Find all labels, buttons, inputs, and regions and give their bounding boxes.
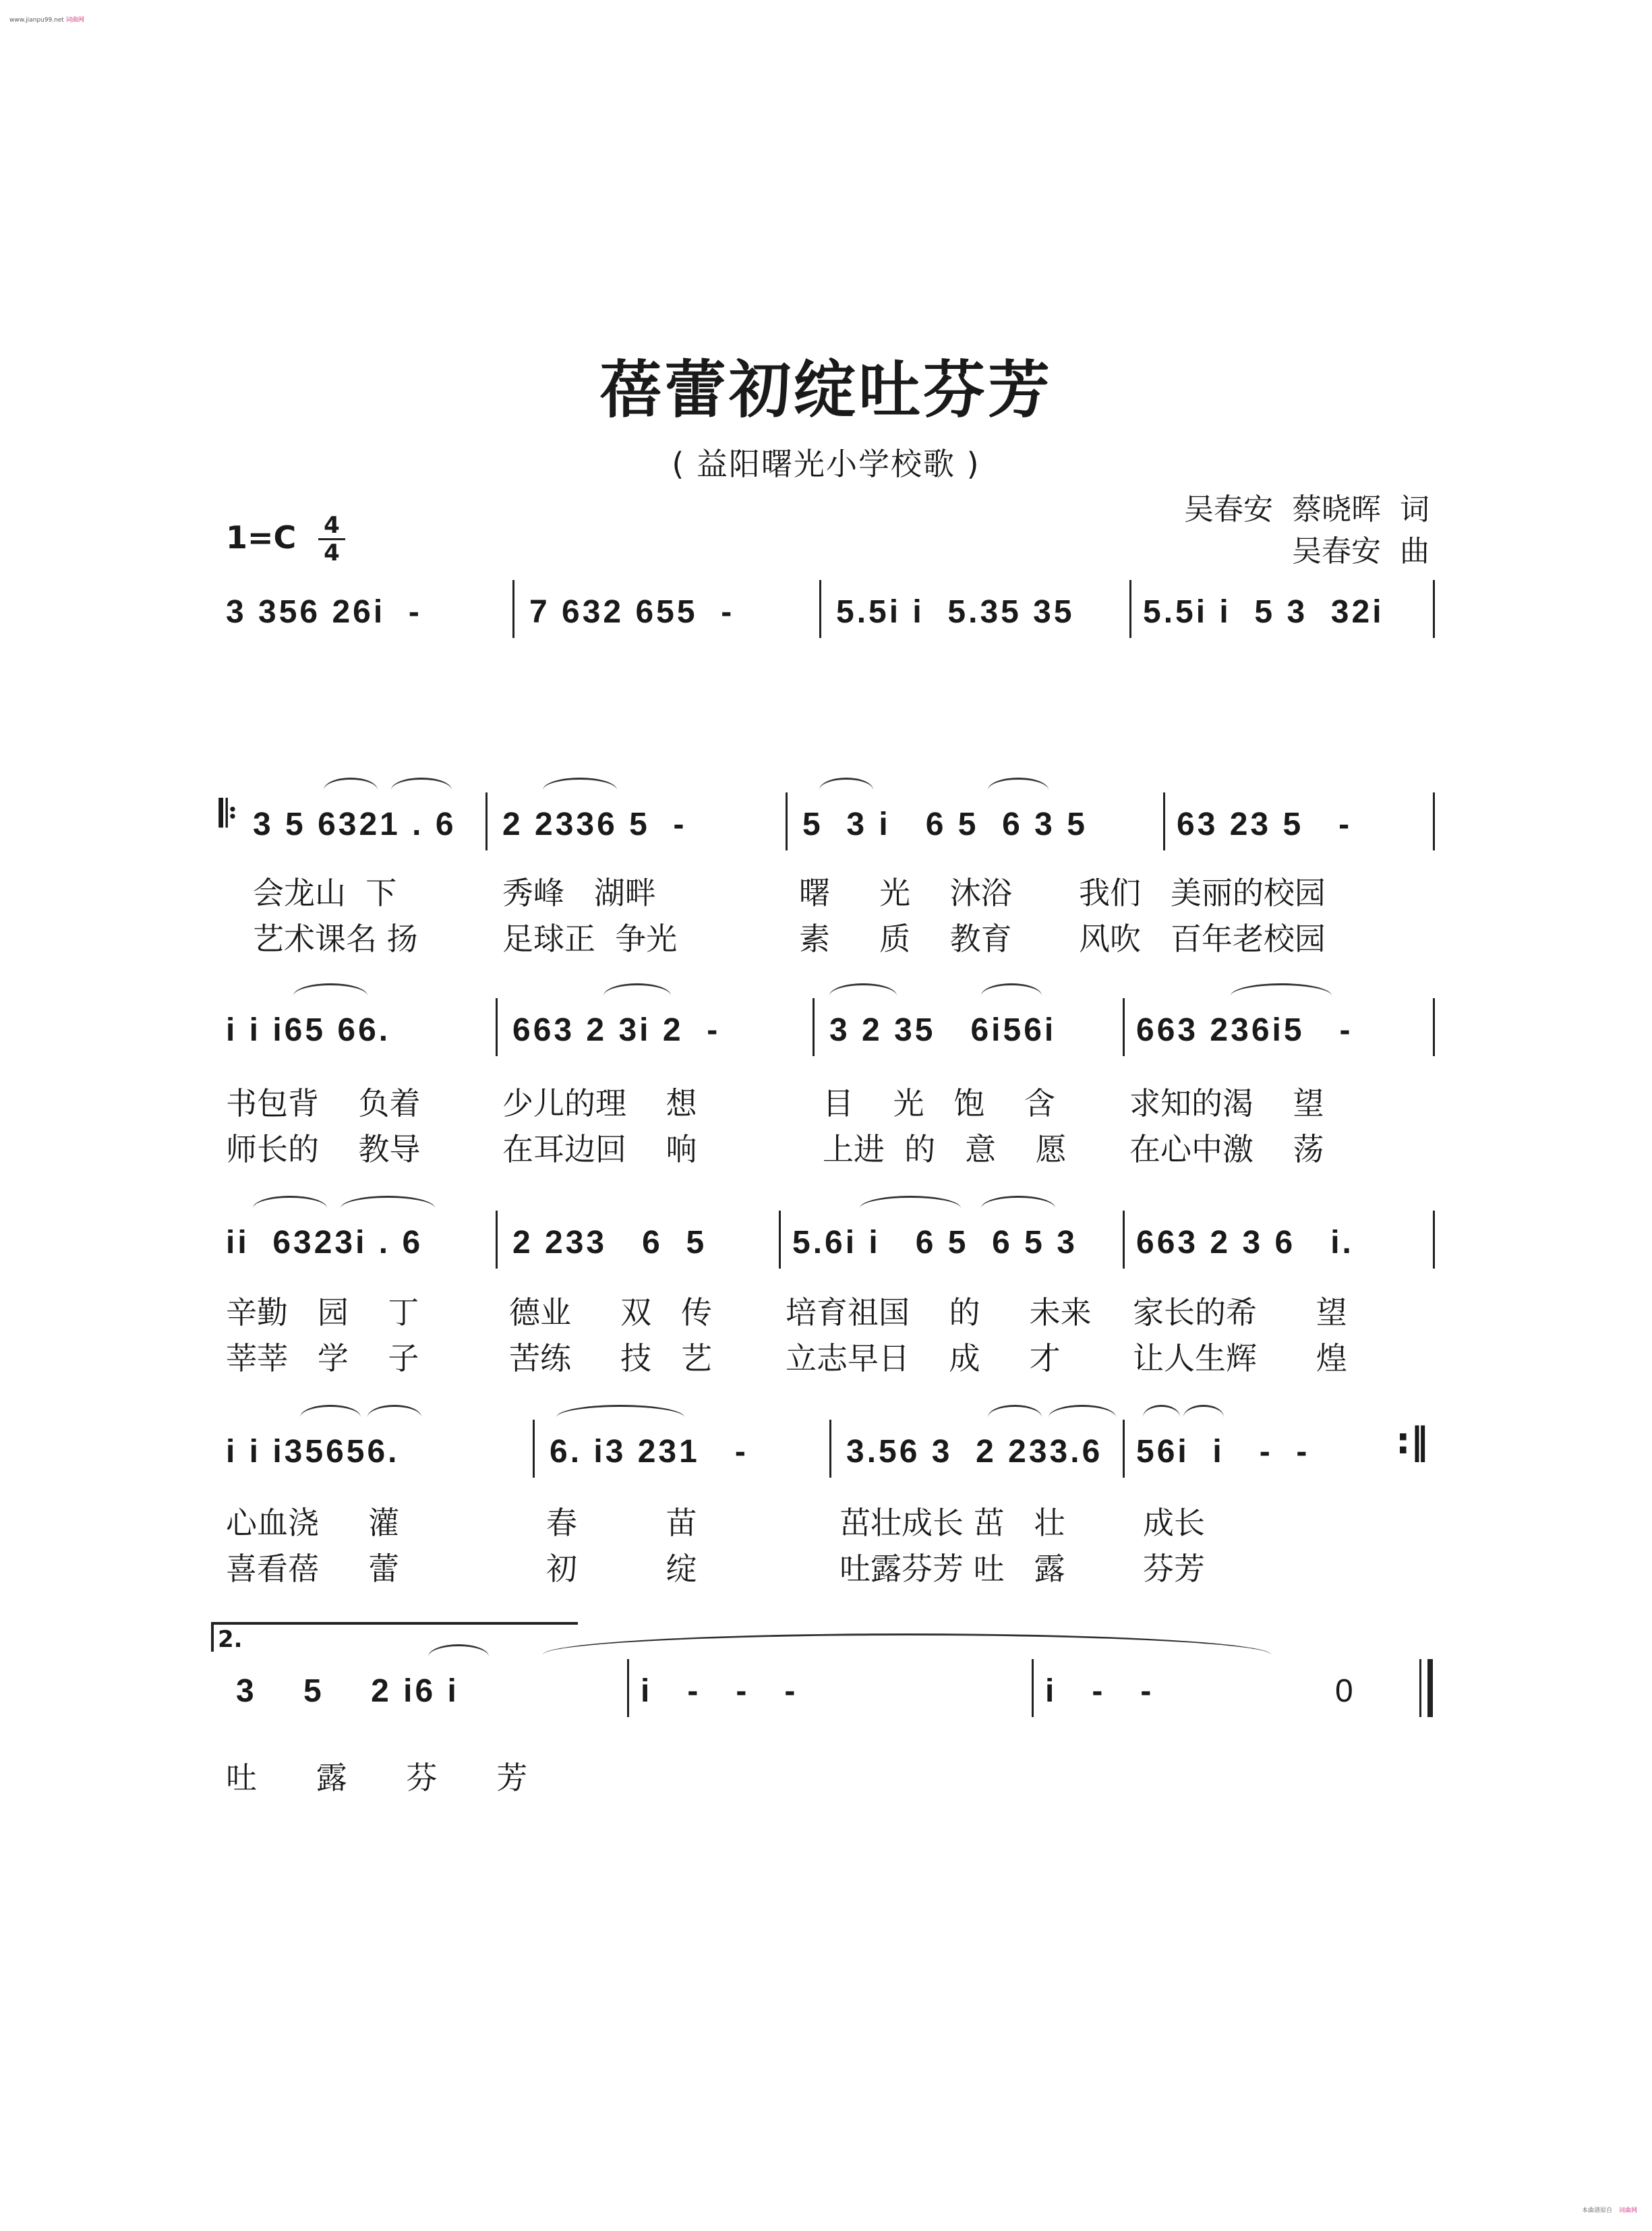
measure: i - - [1045, 1673, 1154, 1709]
lyric: 会龙山 下 [253, 875, 397, 911]
slur [428, 1644, 489, 1669]
measure: 2 2336 5 - [502, 807, 687, 842]
meter-bottom: 4 [324, 540, 340, 567]
lyric: 在耳边回 响 [502, 1131, 697, 1167]
measure: 56i i - - [1136, 1434, 1310, 1470]
barline [627, 1659, 629, 1717]
measure: 3 5 6321 . 6 [253, 807, 456, 842]
slur [293, 983, 367, 1008]
barline [496, 1211, 498, 1269]
credits [1184, 489, 1429, 573]
lyric: 立志早日 成 才 [786, 1340, 1061, 1377]
barline [1433, 580, 1435, 638]
measure: 0 [1335, 1673, 1356, 1709]
slur [543, 778, 617, 803]
lyric: 师长的 教导 [226, 1131, 421, 1167]
lyric-line-5b [226, 1544, 1440, 1585]
slur [391, 778, 452, 803]
measure: i - - - [641, 1673, 798, 1709]
final-barline-thin [1419, 1659, 1421, 1717]
lyric: 目 光 饱 含 [823, 1085, 1055, 1122]
notation-system-6 [218, 1626, 1440, 1733]
barline [786, 792, 788, 850]
measure: i i i35656. [226, 1434, 400, 1470]
slur [367, 1405, 421, 1430]
measure: 663 2 3 6 i. [1136, 1225, 1354, 1261]
barline [1123, 1420, 1125, 1478]
repeat-start-sign: 𝄆 [219, 792, 237, 835]
notation-system-1 [226, 593, 1440, 654]
second-ending-bracket [211, 1622, 578, 1652]
notation-system-3 [226, 1012, 1440, 1072]
measure: 3 356 26i - [226, 594, 422, 630]
slur [1183, 1405, 1224, 1430]
lyric-line-2a [226, 869, 1440, 909]
lyric-line-6 [226, 1754, 1440, 1794]
song-subtitle: ( 益阳曙光小学校歌 ) [672, 446, 980, 482]
slur [341, 1196, 435, 1221]
notation-system-5 [226, 1420, 1440, 1494]
notation-system-4 [226, 1224, 1440, 1285]
key-signature: 1=C [226, 519, 297, 556]
composer-credit: 吴春安 曲 [1292, 534, 1429, 569]
barline [1129, 580, 1131, 638]
lyric: 少儿的理 想 [502, 1085, 697, 1122]
barline [1433, 998, 1435, 1056]
song-title: 蓓蕾初绽吐芬芳 [599, 354, 1053, 426]
lyric: 上进 的 意 愿 [823, 1131, 1067, 1167]
slur [819, 778, 873, 803]
measure: 5.6i i 6 5 6 5 3 [792, 1225, 1078, 1261]
lyric: 我们 美丽的校园 [1079, 875, 1326, 911]
lyric: 书包背 负着 [226, 1085, 421, 1122]
lyric: 喜看蓓 蕾 [226, 1551, 400, 1587]
footer-note: 本曲谱原自 词曲网 [1581, 2207, 1637, 2214]
lyric-line-4a [226, 1288, 1440, 1329]
slur [1049, 1405, 1116, 1430]
measure: 2 233 6 5 [512, 1225, 707, 1261]
lyric: 素 质 教育 [799, 921, 1012, 957]
lyric: 吐露芬芳 吐 露 [839, 1551, 1065, 1587]
measure: ii 6323i . 6 [226, 1225, 423, 1261]
barline [1163, 792, 1165, 850]
lyric: 秀峰 湖畔 [502, 875, 656, 911]
lyric: 初 绽 [546, 1551, 697, 1587]
lyric-line-3a [226, 1079, 1440, 1120]
measure: 7 632 655 - [529, 594, 735, 630]
slur [988, 778, 1049, 803]
lyric: 德业 双 传 [509, 1294, 712, 1331]
slur [253, 1196, 327, 1221]
measure: 663 2 3i 2 - [512, 1012, 721, 1048]
slur [981, 983, 1042, 1008]
barline [1032, 1659, 1034, 1717]
barline [512, 580, 514, 638]
barline [496, 998, 498, 1056]
lyric: 曙 光 沐浴 [799, 875, 1012, 911]
lyric-line-4b [226, 1334, 1440, 1377]
measure: 3 5 2 i6 i [236, 1673, 459, 1709]
lyric: 在心中激 荡 [1129, 1131, 1324, 1167]
slur [981, 1196, 1055, 1221]
tie [543, 1633, 1271, 1676]
lyric: 成长 [1143, 1505, 1205, 1541]
slur [860, 1196, 961, 1221]
barline [813, 998, 815, 1056]
lyric: 艺术课名 扬 [253, 921, 418, 957]
lyric-line-2b [226, 915, 1440, 955]
measure: 6. i3 231 - [550, 1434, 748, 1470]
lyric: 风吹 百年老校园 [1079, 921, 1326, 957]
lyric: 心血浇 灌 [226, 1505, 400, 1541]
lyric: 苦练 技 艺 [509, 1340, 712, 1377]
slur [1143, 1405, 1180, 1430]
header-url[interactable]: www.jianpu99.net 词曲网 [9, 17, 84, 24]
slur [300, 1405, 361, 1430]
meter-top: 4 [324, 512, 340, 539]
barline [1433, 1211, 1435, 1269]
lyric: 求知的渴 望 [1129, 1085, 1324, 1122]
volta-number: 2. [218, 1626, 243, 1653]
slur [556, 1405, 684, 1430]
measure: i i i65 66. [226, 1012, 391, 1048]
barline [533, 1420, 535, 1478]
barline [819, 580, 821, 638]
lyric: 辛勤 园 丁 [226, 1294, 419, 1331]
barline [485, 792, 488, 850]
slur [1231, 983, 1332, 1008]
lyric: 让人生辉 煌 [1133, 1340, 1347, 1377]
measure: 3 2 35 6i56i [829, 1012, 1057, 1048]
lyric: 芬芳 [1143, 1551, 1205, 1587]
lyric: 茁壮成长 茁 壮 [839, 1505, 1065, 1541]
measure: 5.5i i 5 3 32i [1143, 594, 1384, 630]
slur [829, 983, 897, 1008]
barline [829, 1420, 831, 1478]
measure: 63 23 5 - [1177, 807, 1353, 842]
slur [988, 1405, 1042, 1430]
barline [1123, 998, 1125, 1056]
measure: 663 236i5 - [1136, 1012, 1353, 1048]
lyric: 足球正 争光 [502, 921, 678, 957]
measure: 5 3 i 6 5 6 3 5 [802, 807, 1088, 842]
lyric: 春 苗 [546, 1505, 697, 1541]
final-barline-thick [1427, 1659, 1433, 1717]
watermark-strip-right [1637, 0, 1652, 2231]
repeat-end-sign: :‖ [1396, 1420, 1429, 1462]
slur [324, 778, 378, 803]
lyricist-credit: 吴春安 蔡晓晖 词 [1184, 492, 1429, 527]
measure: 5.5i i 5.35 35 [836, 594, 1075, 630]
notation-system-2 [219, 792, 1440, 867]
lyric: 吐 露 芬 芳 [226, 1760, 528, 1796]
measure: 3.56 3 2 233.6 [846, 1434, 1103, 1470]
time-signature [318, 513, 345, 566]
watermark-strip-left [0, 0, 15, 2231]
lyric: 莘莘 学 子 [226, 1340, 419, 1377]
barline [1433, 792, 1435, 850]
lyric: 培育祖国 的 未来 [786, 1294, 1092, 1331]
lyric-line-3b [226, 1125, 1440, 1165]
lyric: 家长的希 望 [1133, 1294, 1347, 1331]
lyric-line-5a [226, 1499, 1440, 1539]
slur [603, 983, 671, 1008]
barline [779, 1211, 781, 1269]
barline [1123, 1211, 1125, 1269]
